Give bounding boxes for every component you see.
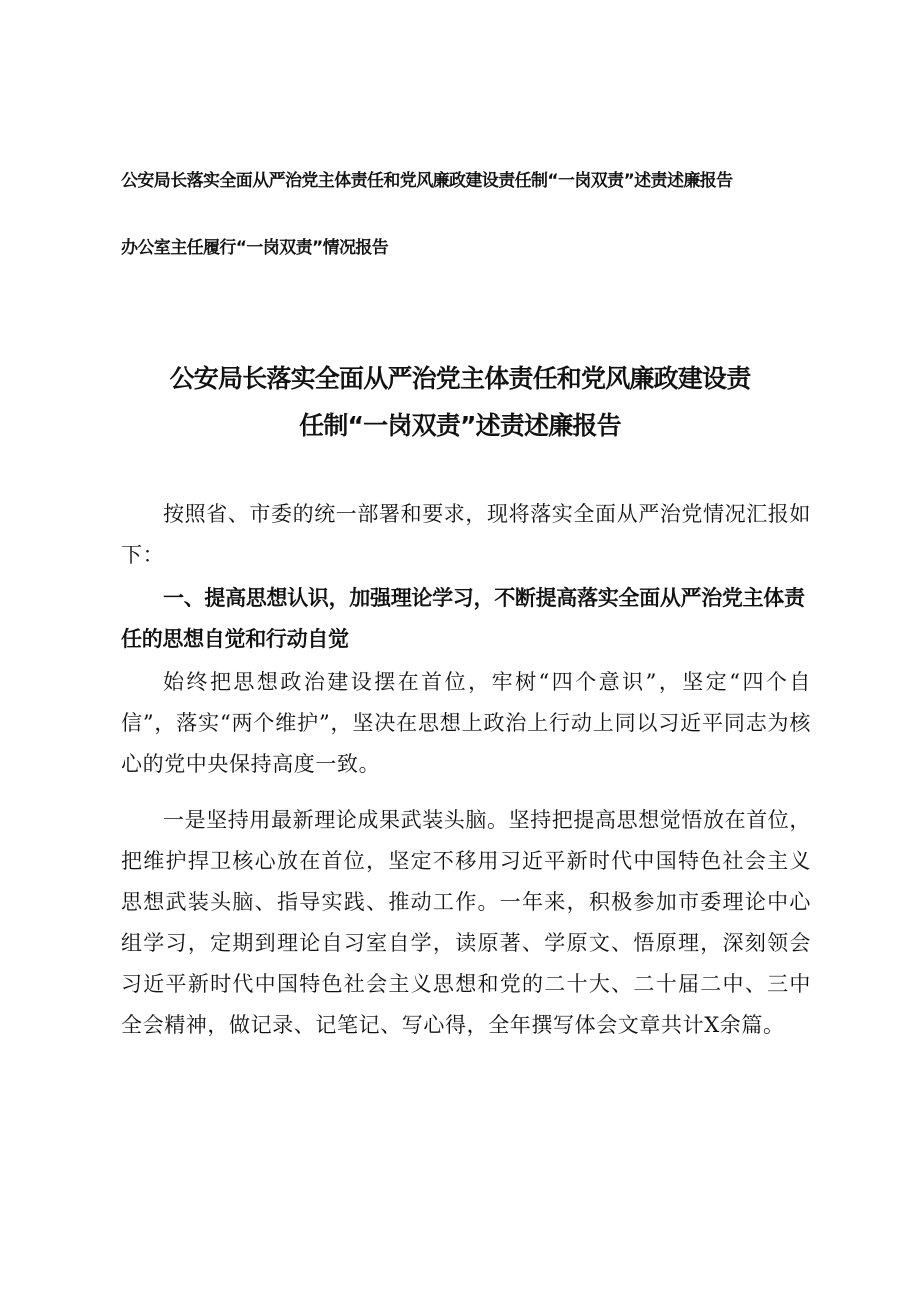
document-title-line-1: 公安局长落实全面从严治党主体责任和党风廉政建设责	[169, 364, 751, 393]
section-heading-1: 一、提高思想认识，加强理论学习，不断提高落实全面从严治党主体责任的思想自觉和行动自觉	[121, 586, 805, 651]
section-1-paragraph-1: 始终把思想政治建设摆在首位，牢树“四个意识”，坚定“四个自信”，落实“两个维护”，坚决在思想上政治上行动上同以习近平同志为核心的党中央保持高度一致。	[121, 670, 811, 776]
toc-entry-2: 办公室主任履行“一岗双责”情况报告	[121, 238, 389, 258]
document-title-line-2: 任制“一岗双责”述责述廉报告	[299, 411, 621, 440]
intro-paragraph: 按照省、市委的统一部署和要求，现将落实全面从严治党情况汇报如下：	[121, 502, 811, 567]
section-1-paragraph-2: 一是坚持用最新理论成果武装头脑。坚持把提高思想觉悟放在首位，把维护捍卫核心放在首位，坚定不移用习近平新时代中国特色社会主义思想武装头脑、指导实践、推动工作。一年来，积极参加市委理论中心组学习，定期到理论自习室自学，读原著、学原文、悟原理，深刻领会习近平新时代中国特色社会主义思想和党的二十大、二十届二中、三中全会精神，做记录、记笔记、写心得，全年撰写体会文章共计X余篇。	[121, 808, 811, 1037]
toc-entry-1: 公安局长落实全面从严治党主体责任和党风廉政建设责任制“一岗双责”述责述廉报告	[121, 171, 733, 191]
